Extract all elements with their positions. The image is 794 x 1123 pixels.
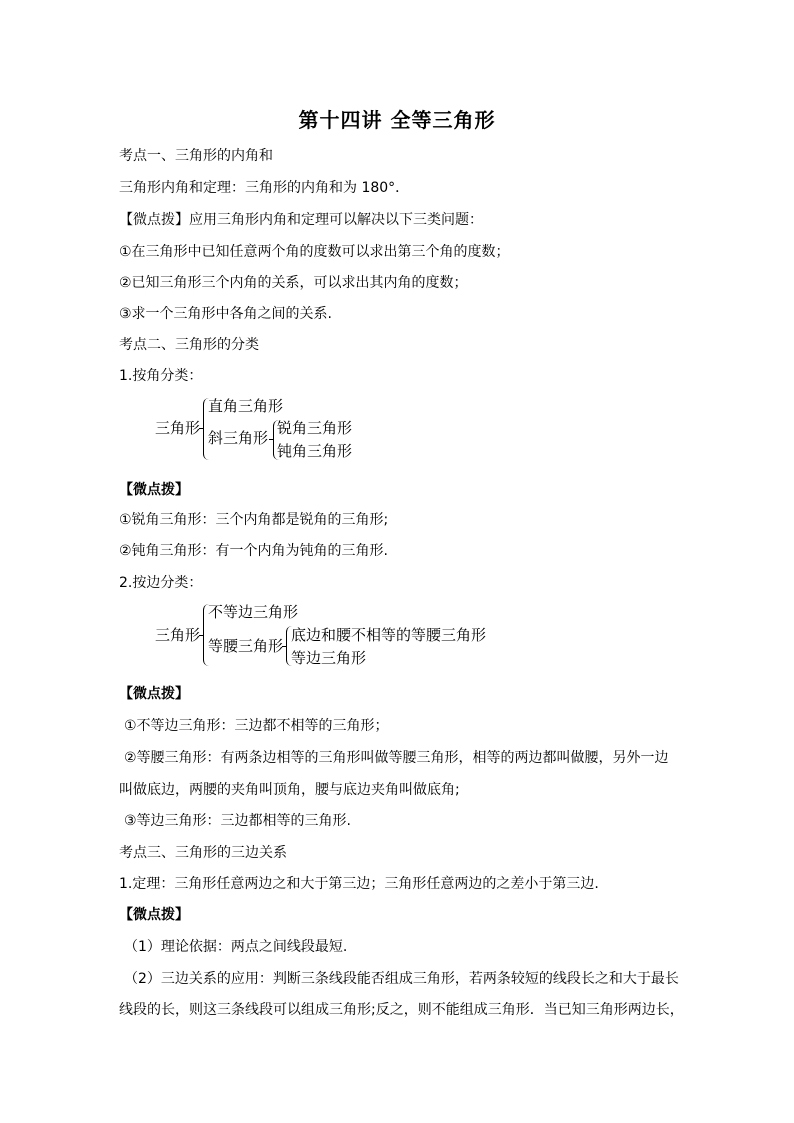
tip-heading-1: 【微点拨】应用三角形内角和定理可以解决以下三类问题： bbox=[119, 212, 483, 228]
tree-node: 底边和腰不相等的等腰三角形 bbox=[291, 626, 487, 644]
tree-node: 等腰三角形 bbox=[208, 637, 284, 655]
tree-root: 三角形 bbox=[155, 626, 201, 644]
section-heading-3: 考点三、三角形的三边关系 bbox=[119, 845, 287, 861]
theorem-text: 三角形内角和定理：三角形的内角和为 180°． bbox=[119, 180, 410, 196]
tip-heading-2: 【微点拨】 bbox=[119, 482, 189, 498]
tip-item: 叫做底边，两腰的夹角叫顶角，腰与底边夹角叫做底角; bbox=[119, 782, 460, 798]
page-title: 第十四讲 全等三角形 bbox=[298, 108, 496, 132]
tree-node: 锐角三角形 bbox=[277, 419, 353, 437]
section-heading-1: 考点一、三角形的内角和 bbox=[119, 148, 273, 164]
tip-item: ①锐角三角形：三个内角都是锐角的三角形; bbox=[119, 512, 389, 528]
theorem-text-3: 1.定理：三角形任意两边之和大于第三边；三角形任意两边的之差小于第三边. bbox=[119, 876, 599, 892]
tip-item: ①在三角形中已知任意两个角的度数可以求出第三个角的度数； bbox=[119, 244, 510, 260]
tip-heading-4: 【微点拨】 bbox=[119, 907, 189, 923]
tree-node: 钝角三角形 bbox=[277, 442, 353, 460]
classification-heading-angle: 1.按角分类： bbox=[119, 368, 203, 384]
tip-item: ①不等边三角形：三边都不相等的三角形； bbox=[124, 718, 389, 734]
tip-item: ②已知三角形三个内角的关系，可以求出其内角的度数； bbox=[119, 275, 468, 291]
tree-root: 三角形 bbox=[155, 419, 201, 437]
tree-node: 斜三角形 bbox=[208, 429, 269, 447]
tip-item: ②钝角三角形：有一个内角为钝角的三角形. bbox=[119, 543, 388, 559]
tree-node: 不等边三角形 bbox=[208, 603, 299, 621]
tip-item: （2）三边关系的应用：判断三条线段能否组成三角形，若两条较短的线段长之和大于最长 bbox=[124, 971, 679, 987]
tip-item: （1）理论依据：两点之间线段最短. bbox=[124, 939, 348, 955]
classification-heading-side: 2.按边分类： bbox=[119, 575, 203, 591]
tip-item: ②等腰三角形：有两条边相等的三角形叫做等腰三角形，相等的两边都叫做腰，另外一边 bbox=[124, 750, 669, 766]
tip-item: ③求一个三角形中各角之间的关系. bbox=[119, 306, 333, 322]
tree-node: 直角三角形 bbox=[208, 397, 284, 415]
tip-item: 线段的长，则这三条线段可以组成三角形;反之，则不能组成三角形．当已知三角形两边长， bbox=[119, 1002, 684, 1018]
section-heading-2: 考点二、三角形的分类 bbox=[119, 337, 259, 353]
tree-node: 等边三角形 bbox=[291, 649, 367, 667]
tip-item: ③等边三角形：三边都相等的三角形. bbox=[124, 813, 352, 829]
tip-heading-3: 【微点拨】 bbox=[119, 686, 189, 702]
